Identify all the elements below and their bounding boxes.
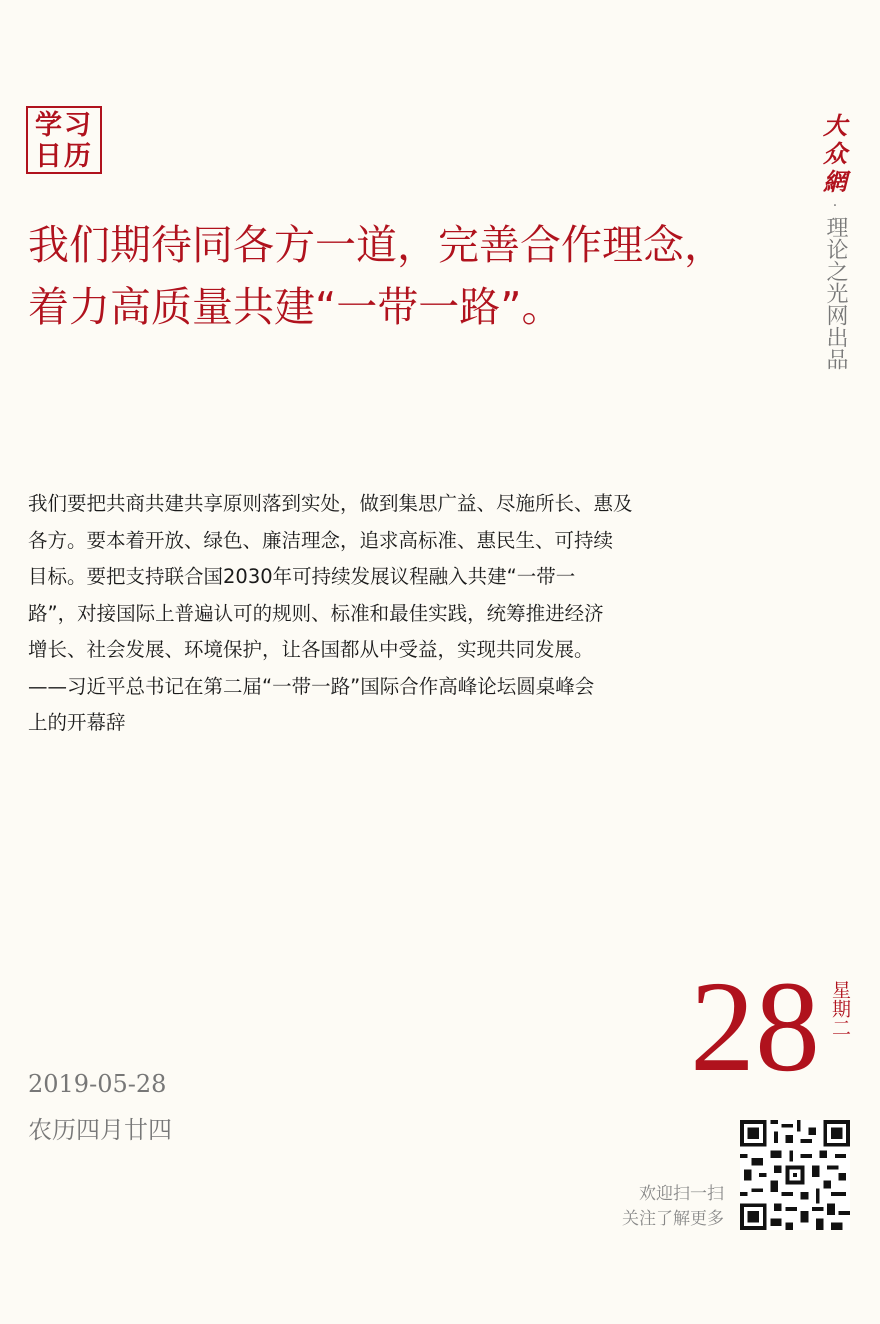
source-line-2: 上的开幕辞: [28, 711, 126, 734]
source-line-1: ——习近平总书记在第二届“一带一路”国际合作高峰论坛圆桌峰会: [28, 674, 595, 698]
brand-tagline: 理论之光网出品: [823, 216, 848, 370]
headline-line-1: 我们期待同各方一道，完善合作理念，: [28, 221, 725, 269]
body-line-3: 目标。要把支持联合国2030年可持续发展议程融入共建“一带一: [28, 565, 576, 588]
qr-caption-line-2: 关注了解更多: [622, 1209, 724, 1229]
body-line-5: 增长、社会发展、环境保护，让各国都从中受益，实现共同发展。: [28, 638, 594, 661]
lunar-date: 农历四月廿四: [28, 1116, 172, 1144]
badge-line-2: 日历: [35, 141, 93, 172]
headline-quote: [28, 214, 818, 338]
weekday-label: 星期二: [829, 980, 851, 1037]
dazhong-logo: 大众網: [823, 111, 847, 196]
day-number: 28: [690, 955, 820, 1099]
headline-line-2: 着力高质量共建“一带一路”。: [28, 283, 563, 331]
qr-caption: [606, 1182, 724, 1232]
gregorian-date: 2019-05-28: [28, 1070, 167, 1098]
body-line-1: 我们要把共商共建共享原则落到实处，做到集思广益、尽施所长、惠及: [28, 492, 633, 515]
body-quote: [28, 486, 748, 742]
body-line-2: 各方。要本着开放、绿色、廉洁理念，追求高标准、惠民生、可持续: [28, 528, 614, 552]
qr-code-icon[interactable]: [740, 1120, 850, 1230]
badge-line-1: 学习: [35, 110, 93, 141]
body-line-4: 路”，对接国际上普遍认可的规则、标准和最佳实践，统筹推进经济: [28, 601, 604, 625]
study-calendar-badge: [26, 106, 102, 174]
brand-column: [818, 112, 852, 370]
brand-separator: ·: [832, 198, 838, 214]
qr-caption-line-1: 欢迎扫一扫: [639, 1184, 724, 1204]
